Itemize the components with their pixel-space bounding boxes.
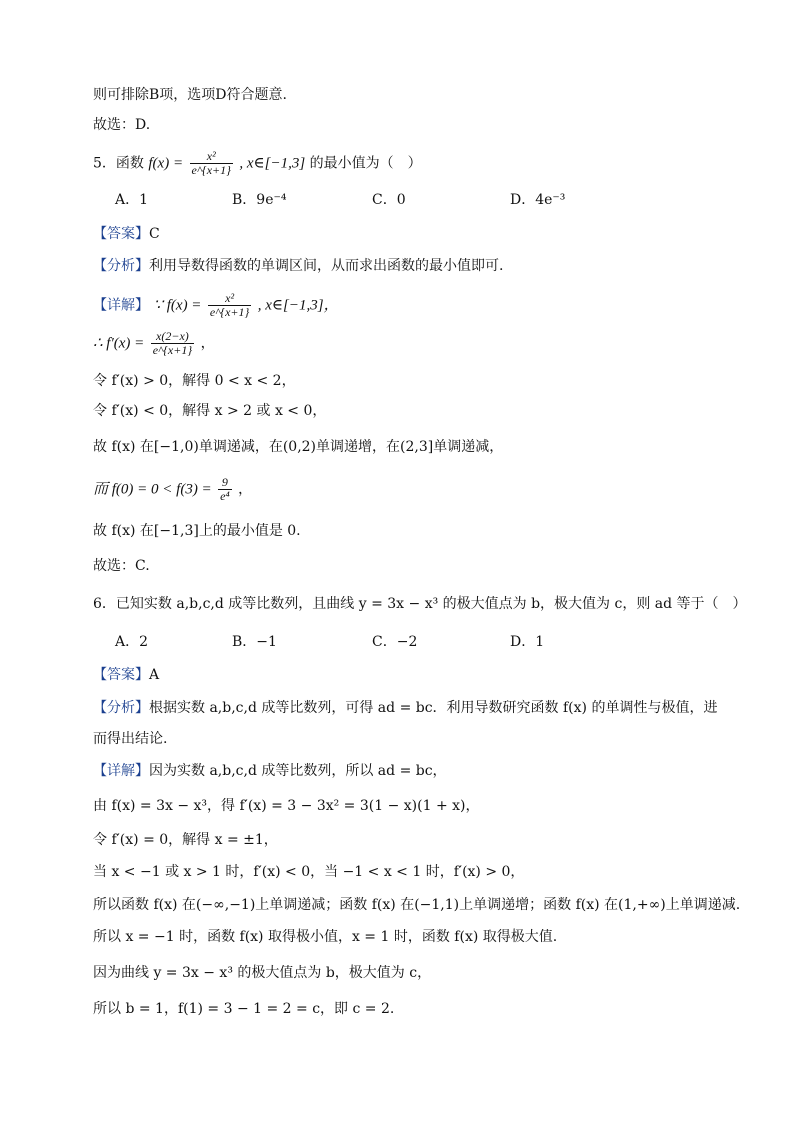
q5-detail-line-8: 故选：C.: [93, 558, 150, 574]
q6-detail-line-6: 所以 x = −1 时，函数 f(x) 取得极小值，x = 1 时，函数 f(x) 取得极大值.: [93, 929, 558, 945]
q6-detail-line-7: 因为曲线 y = 3x − x³ 的极大值点为 b，极大值为 c，: [93, 965, 432, 981]
question-5-stem: [93, 150, 422, 177]
q5-d2-den: e^{x+1}: [152, 343, 193, 357]
q6-option-c: C．−2: [372, 634, 418, 650]
q5-d2-fraction: [151, 330, 194, 357]
q6-analysis-line-2: 而得出结论.: [93, 731, 168, 747]
q6-option-d: D．1: [510, 634, 545, 650]
q5-fraction-num: x²: [190, 150, 233, 164]
q5-detail-line-7: 故 f(x) 在[−1,3]上的最小值是 0.: [93, 523, 301, 539]
q6-detail-line-4: 当 x < −1 或 x > 1 时，f′(x) < 0，当 −1 < x < 1 时，f′(x) > 0，: [93, 864, 525, 880]
text-line: 则可排除B项，选项D符合题意.: [93, 87, 287, 103]
q5-d6-pre: 而 f(0) = 0 < f(3) =: [93, 481, 212, 498]
analysis-tag: 【分析】: [93, 258, 149, 274]
q5-detail-line-2: [93, 330, 215, 357]
q5-d6-fraction: [218, 476, 232, 503]
q5-detail-line-4: 令 f′(x) < 0，解得 x > 2 或 x < 0，: [93, 403, 327, 419]
detail-text: 因为实数 a,b,c,d 成等比数列，所以 ad = bc，: [149, 763, 447, 779]
q6-detail-line-5: 所以函数 f(x) 在(−∞,−1)上单调递减；函数 f(x) 在(−1,1)上单调递增；函数 f(x) 在(1,+∞)上单调递减.: [93, 897, 741, 913]
q5-fx: f(x) =: [148, 155, 184, 172]
q6-option-a: A．2: [115, 634, 149, 650]
q5-option-d: D．4e⁻³: [510, 192, 566, 208]
q5-answer: [93, 225, 160, 243]
q6-detail-line-8: 所以 b = 1，f(1) = 3 − 1 = 2 = c，即 c = 2.: [93, 1001, 395, 1017]
q5-lead: 5．函数: [93, 155, 144, 172]
q6-analysis-line-1: [93, 699, 717, 717]
q6-answer: [93, 666, 159, 684]
analysis-text: 根据实数 a,b,c,d 成等比数列，可得 ad = bc．利用导数研究函数 f(x) 的单调性与极值，进: [149, 700, 718, 716]
text-line: 故选：D.: [93, 117, 151, 133]
q5-option-c: C．0: [372, 192, 406, 208]
q5-option-a: A．1: [115, 192, 149, 208]
detail-tag: 【详解】: [93, 297, 149, 314]
q5-d6-post: ，: [238, 481, 253, 498]
q5-d2-post: ，: [200, 335, 215, 352]
q6-detail-line-1: [93, 762, 447, 780]
q5-d1-post: , x∈[−1,3]，: [257, 297, 339, 314]
q5-detail-line-6: [93, 476, 252, 503]
q5-d6-den: e⁴: [220, 489, 230, 503]
q5-analysis: [93, 257, 503, 275]
q5-d1-den: e^{x+1}: [209, 305, 250, 319]
q5-fraction-den: e^{x+1}: [191, 163, 231, 177]
q5-detail-line-3: 令 f′(x) > 0，解得 0 < x < 2，: [93, 373, 296, 389]
q5-d2-pre: ∴ f′(x) =: [93, 335, 145, 352]
q5-d6-num: 9: [218, 476, 232, 490]
q5-d1-num: x²: [208, 292, 251, 306]
q5-domain: , x∈[−1,3]: [239, 155, 306, 172]
answer-tag: 【答案】: [93, 667, 149, 683]
detail-tag: 【详解】: [93, 763, 149, 779]
q5-d1-fraction: [208, 292, 251, 319]
q5-option-b: B．9e⁻⁴: [232, 192, 287, 208]
q5-detail-line-5: 故 f(x) 在[−1,0)单调递减，在(0,2)单调递增，在(2,3]单调递减，: [93, 439, 504, 455]
answer-tag: 【答案】: [93, 226, 149, 242]
q6-option-b: B．−1: [232, 634, 277, 650]
answer-value: A: [149, 667, 160, 683]
q5-detail-line-1: [93, 292, 339, 319]
question-6-stem: 6．已知实数 a,b,c,d 成等比数列，且曲线 y = 3x − x³ 的极大值点为 b，极大值为 c，则 ad 等于（ ）: [93, 596, 747, 612]
answer-value: C: [149, 226, 160, 242]
q6-detail-line-3: 令 f′(x) = 0，解得 x = ±1，: [93, 832, 278, 848]
q5-d1-pre: ∵ f(x) =: [153, 297, 202, 314]
q5-fraction: [190, 150, 233, 177]
q6-detail-line-2: 由 f(x) = 3x − x³，得 f′(x) = 3 − 3x² = 3(1 − x)(1 + x)，: [93, 798, 480, 814]
analysis-tag: 【分析】: [93, 700, 149, 716]
q5-d2-num: x(2−x): [151, 330, 194, 344]
analysis-text: 利用导数得函数的单调区间，从而求出函数的最小值即可.: [149, 258, 504, 274]
q5-tail: 的最小值为（ ）: [309, 155, 422, 172]
